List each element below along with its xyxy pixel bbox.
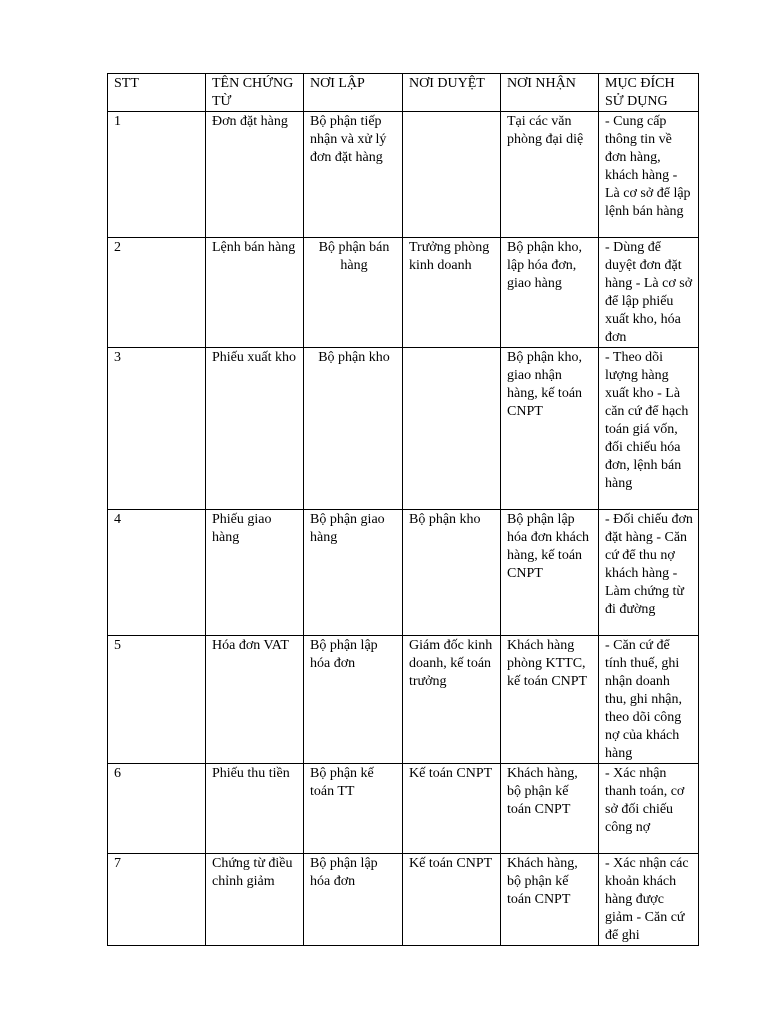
header-cell-stt: STT xyxy=(108,74,206,112)
document-table xyxy=(107,73,699,946)
table-row xyxy=(108,238,699,348)
header-cell-place-created: NƠI LẬP xyxy=(304,74,403,112)
cell-place-received: Tại các văn phòng đại diệ xyxy=(501,112,599,238)
table-row xyxy=(108,764,699,854)
table-row xyxy=(108,348,699,510)
table-row xyxy=(108,854,699,946)
cell-place-approved: Trưởng phòng kinh doanh xyxy=(403,238,501,348)
cell-place-received: Bộ phận lập hóa đơn khách hàng, kế toán CNPT xyxy=(501,510,599,636)
cell-document-name: Chứng từ điều chỉnh giảm xyxy=(206,854,304,946)
cell-place-approved: Kế toán CNPT xyxy=(403,854,501,946)
cell-stt: 6 xyxy=(108,764,206,854)
cell-place-created: Bộ phận lập hóa đơn xyxy=(304,636,403,764)
cell-purpose: - Đối chiếu đơn đặt hàng - Căn cứ để thu nợ khách hàng - Làm chứng từ đi đường xyxy=(599,510,699,636)
cell-purpose: - Dùng để duyệt đơn đặt hàng - Là cơ sở để lập phiếu xuất kho, hóa đơn xyxy=(599,238,699,348)
cell-place-created: Bộ phận kế toán TT xyxy=(304,764,403,854)
cell-purpose: - Theo dõi lượng hàng xuất kho - Là căn cứ để hạch toán giá vốn, đối chiếu hóa đơn, lệnh bán hàng xyxy=(599,348,699,510)
header-cell-place-approved: NƠI DUYỆT xyxy=(403,74,501,112)
cell-place-received: Bộ phận kho, giao nhận hàng, kế toán CNPT xyxy=(501,348,599,510)
cell-stt: 5 xyxy=(108,636,206,764)
table-row xyxy=(108,636,699,764)
cell-place-approved xyxy=(403,112,501,238)
cell-place-received: Khách hàng, bộ phận kế toán CNPT xyxy=(501,854,599,946)
header-cell-purpose: MỤC ĐÍCH SỬ DỤNG xyxy=(599,74,699,112)
cell-stt: 4 xyxy=(108,510,206,636)
cell-stt: 2 xyxy=(108,238,206,348)
cell-place-received: Khách hàng, bộ phận kế toán CNPT xyxy=(501,764,599,854)
cell-place-received: Khách hàng phòng KTTC, kế toán CNPT xyxy=(501,636,599,764)
header-cell-place-received: NƠI NHẬN xyxy=(501,74,599,112)
table-row xyxy=(108,112,699,238)
cell-place-created: Bộ phận tiếp nhận và xử lý đơn đặt hàng xyxy=(304,112,403,238)
cell-document-name: Hóa đơn VAT xyxy=(206,636,304,764)
cell-document-name: Phiếu giao hàng xyxy=(206,510,304,636)
cell-place-created: Bộ phận kho xyxy=(304,348,403,510)
cell-purpose: - Căn cứ để tính thuế, ghi nhận doanh thu, ghi nhận, theo dõi công nợ của khách hàng xyxy=(599,636,699,764)
cell-stt: 7 xyxy=(108,854,206,946)
cell-document-name: Phiếu xuất kho xyxy=(206,348,304,510)
header-row xyxy=(108,74,699,112)
cell-place-created: Bộ phận lập hóa đơn xyxy=(304,854,403,946)
cell-place-approved: Kế toán CNPT xyxy=(403,764,501,854)
cell-place-received: Bộ phận kho, lập hóa đơn, giao hàng xyxy=(501,238,599,348)
cell-stt: 3 xyxy=(108,348,206,510)
cell-document-name: Phiếu thu tiền xyxy=(206,764,304,854)
cell-stt: 1 xyxy=(108,112,206,238)
cell-document-name: Lệnh bán hàng xyxy=(206,238,304,348)
cell-place-approved: Bộ phận kho xyxy=(403,510,501,636)
cell-purpose: - Xác nhận thanh toán, cơ sở đối chiếu công nợ xyxy=(599,764,699,854)
cell-purpose: - Cung cấp thông tin về đơn hàng, khách hàng - Là cơ sở để lập lệnh bán hàng xyxy=(599,112,699,238)
cell-place-created: Bộ phận bán hàng xyxy=(304,238,403,348)
header-cell-document-name: TÊN CHỨNG TỪ xyxy=(206,74,304,112)
cell-purpose: - Xác nhận các khoản khách hàng được giảm - Căn cứ để ghi xyxy=(599,854,699,946)
table-row xyxy=(108,510,699,636)
cell-document-name: Đơn đặt hàng xyxy=(206,112,304,238)
cell-place-approved xyxy=(403,348,501,510)
cell-place-approved: Giám đốc kinh doanh, kế toán trưởng xyxy=(403,636,501,764)
cell-place-created: Bộ phận giao hàng xyxy=(304,510,403,636)
